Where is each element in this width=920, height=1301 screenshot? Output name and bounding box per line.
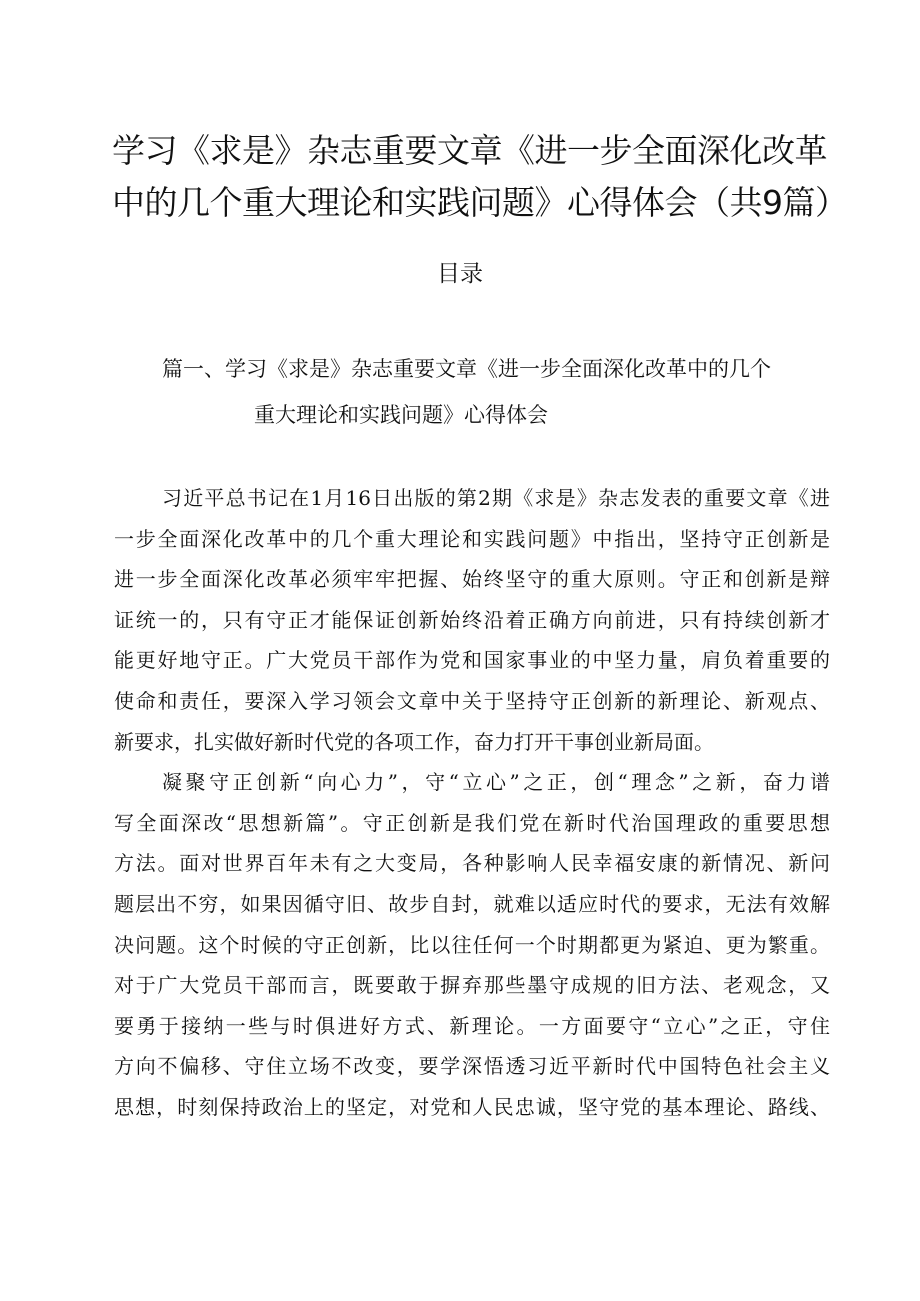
paragraph-line: 决问题。这个时候的守正创新，比以往任何一个时期都更为紧迫、更为繁重。 (114, 932, 830, 957)
toc-entry-line: 重大理论和实践问题》心得体会 (254, 403, 548, 427)
paragraph-line: 写全面深改“思想新篇”。守正创新是我们党在新时代治国理政的重要思想 (114, 810, 830, 835)
table-of-contents-heading: 目录 (437, 261, 483, 287)
article-body (114, 478, 830, 1128)
paragraph-2 (114, 762, 830, 1127)
toc-entry-line: 篇一、学习《求是》杂志重要文章《进一步全面深化改革中的几个 (162, 357, 771, 381)
toc-entry-1[interactable] (162, 346, 842, 438)
paragraph-line: 使命和责任，要深入学习领会文章中关于坚持守正创新的新理论、新观点、 (114, 688, 830, 713)
title-line-2: 中的几个重大理论和实践问题》心得体会（共9篇） (112, 183, 848, 222)
paragraph-line: 进一步全面深化改革必须牢牢把握、始终坚守的重大原则。守正和创新是辩 (114, 567, 830, 592)
paragraph-line: 习近平总书记在1月16日出版的第2期《求是》杂志发表的重要文章《进 (162, 486, 830, 510)
paragraph-line: 凝聚守正创新“向心力”，守“立心”之正，创“理念”之新，奋力谱 (162, 770, 830, 795)
paragraph-line: 方向不偏移、守住立场不改变，要学深悟透习近平新时代中国特色社会主义 (114, 1054, 830, 1079)
paragraph-line: 新要求，扎实做好新时代党的各项工作，奋力打开干事创业新局面。 (114, 729, 714, 754)
title-line-1: 学习《求是》杂志重要文章《进一步全面深化改革 (112, 131, 827, 170)
paragraph-1 (114, 478, 830, 762)
paragraph-line: 一步全面深化改革中的几个重大理论和实践问题》中指出，坚持守正创新是 (114, 526, 830, 551)
paragraph-line: 证统一的，只有守正才能保证创新始终沿着正确方向前进，只有持续创新才 (114, 607, 830, 632)
paragraph-line: 思想，时刻保持政治上的坚定，对党和人民忠诚，坚守党的基本理论、路线、 (114, 1094, 830, 1119)
paragraph-line: 题层出不穷，如果因循守旧、故步自封，就难以适应时代的要求，无法有效解 (114, 891, 830, 916)
document-title (112, 125, 848, 229)
paragraph-line: 对于广大党员干部而言，既要敢于摒弃那些墨守成规的旧方法、老观念，又 (114, 973, 830, 998)
paragraph-line: 要勇于接纳一些与时俱进好方式、新理论。一方面要守“立心”之正，守住 (114, 1013, 830, 1038)
paragraph-line: 方法。面对世界百年未有之大变局，各种影响人民幸福安康的新情况、新问 (114, 851, 830, 876)
paragraph-line: 能更好地守正。广大党员干部作为党和国家事业的中坚力量，肩负着重要的 (114, 648, 830, 673)
